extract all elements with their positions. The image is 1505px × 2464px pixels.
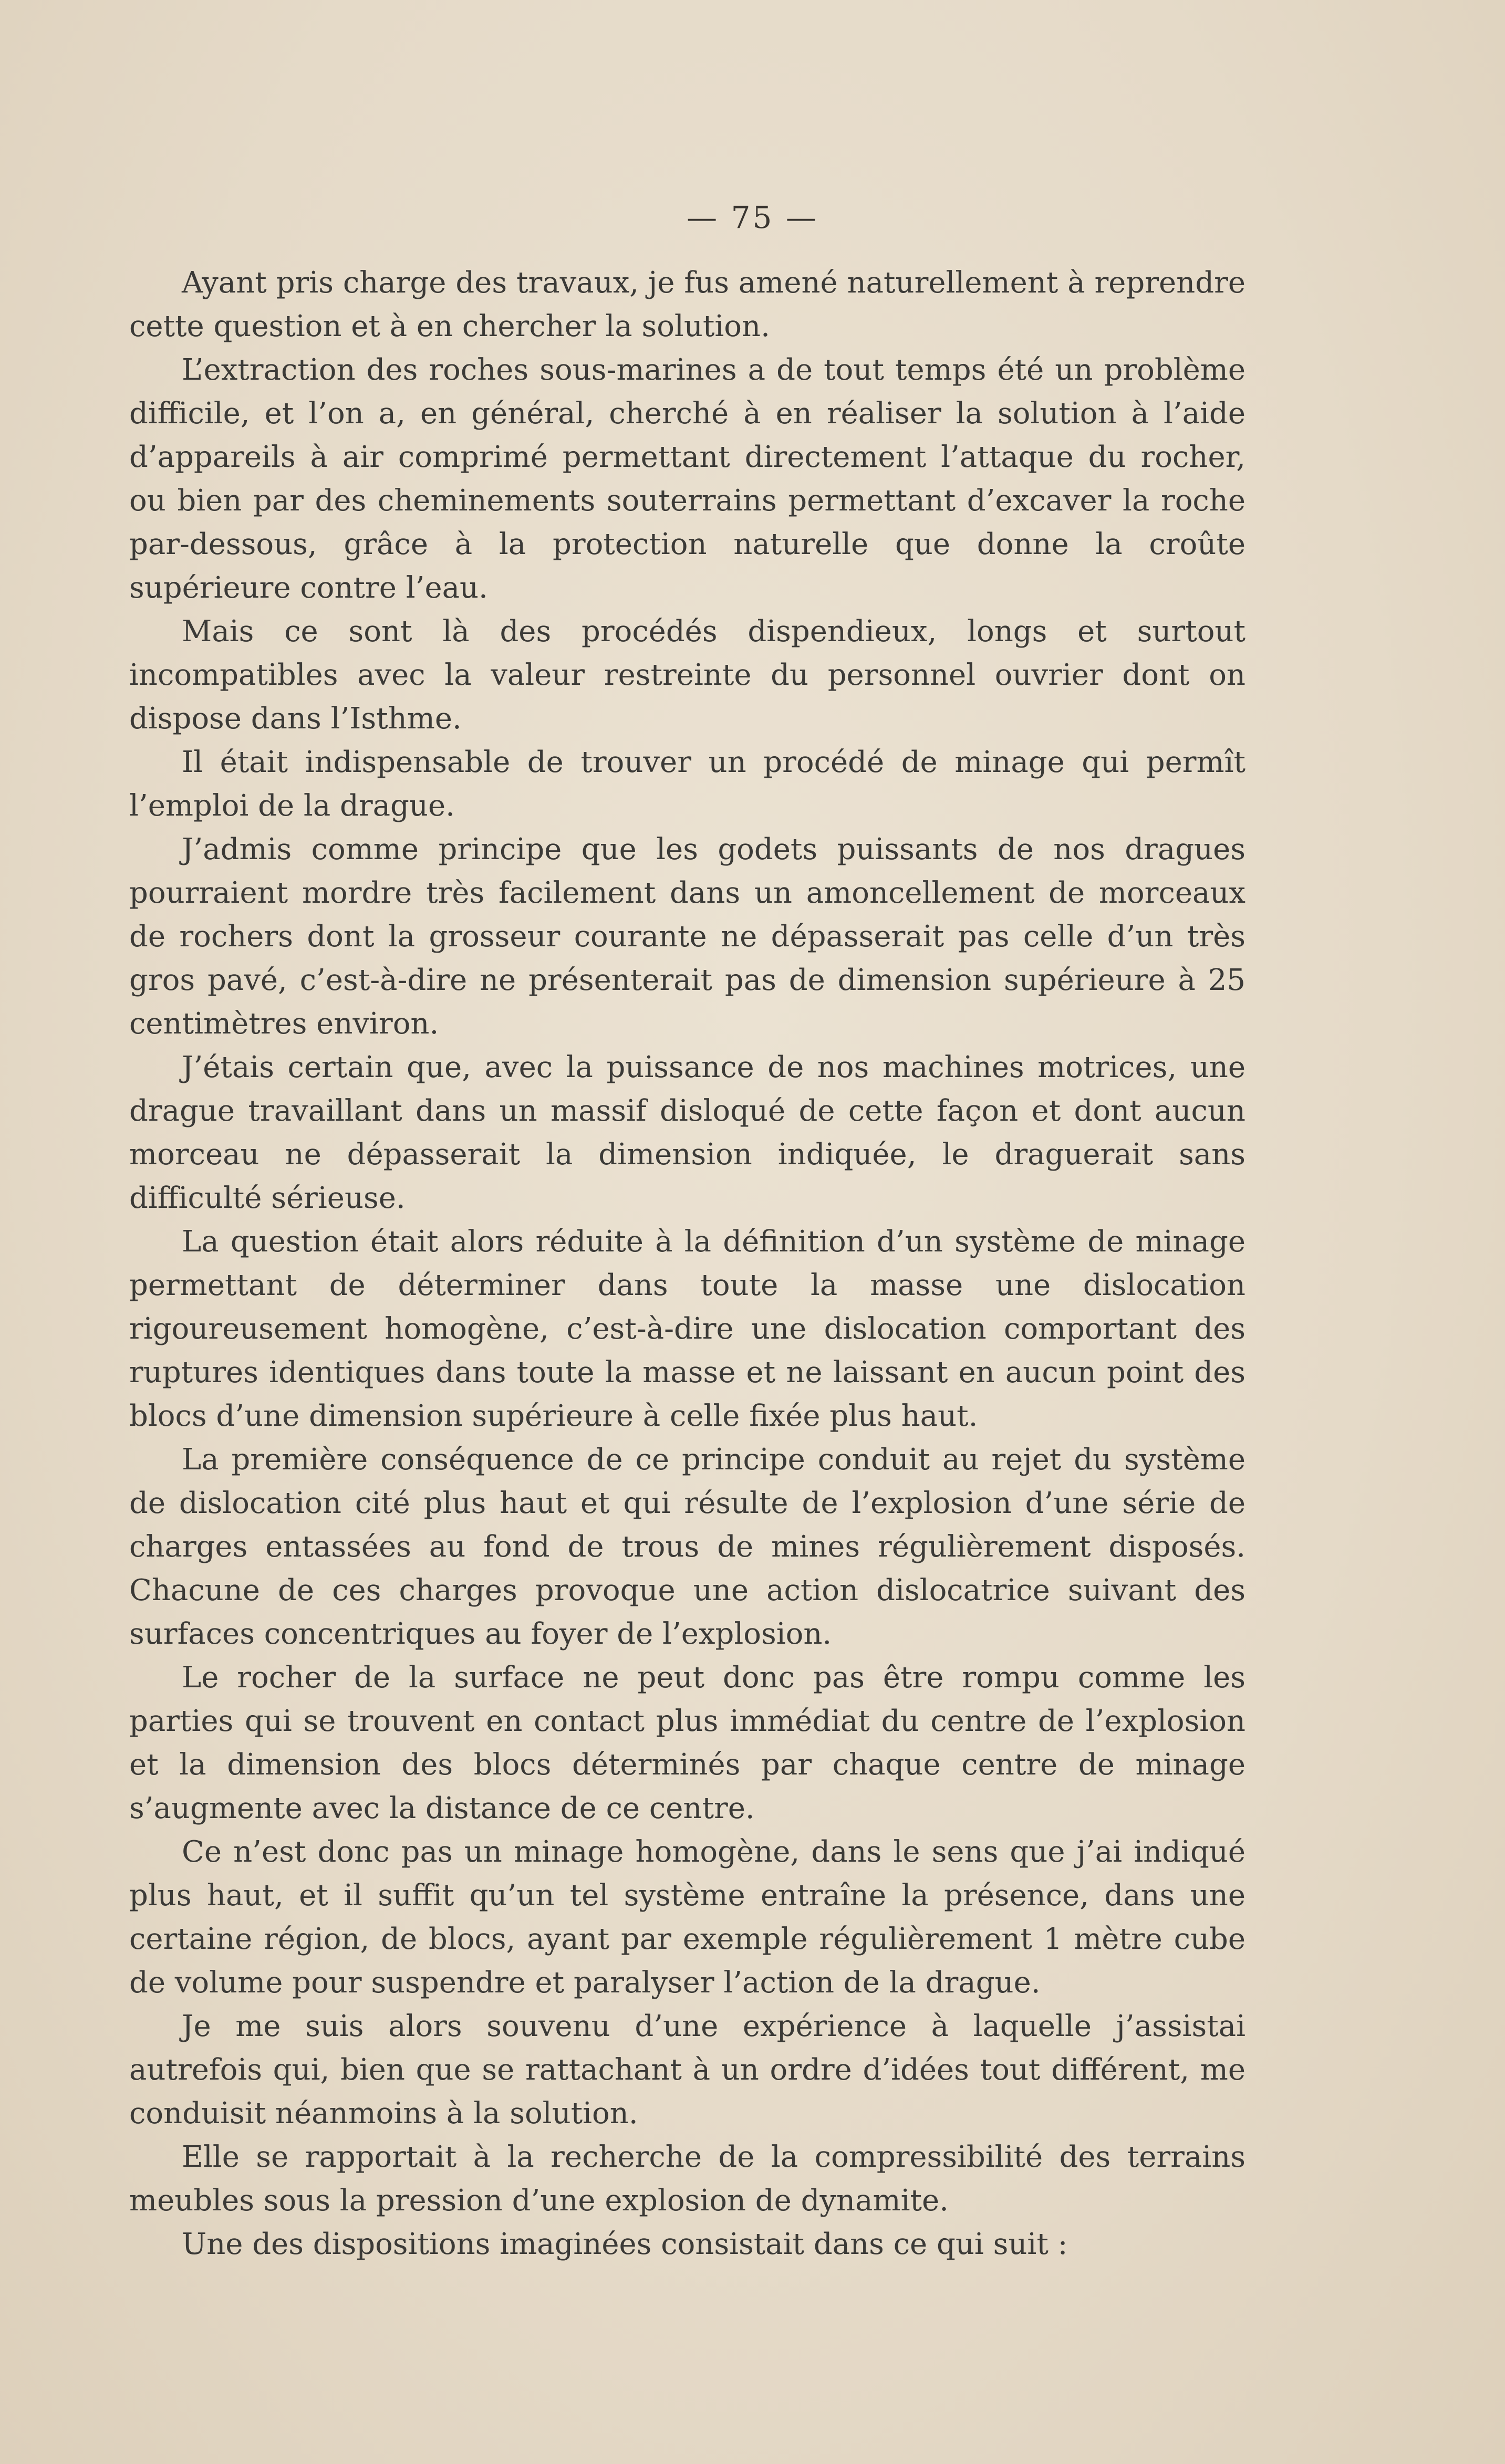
paragraph-7: La question était alors réduite à la définition d’un système de minage permettant de déterminer dans toute la masse une dislocation rigoureusement homogène, c’est-à-dire une dislocation comportant des ruptures identiques dans toute la masse et ne laissant en aucun point des blocs d’une dimension supérieure à celle fixée plus haut. <box>129 1225 1245 1433</box>
paragraph-2: L’extraction des roches sous-marines a de tout temps été un problème difficile, et l’on a, en général, cherché à en réaliser la solution à l’aide d’appareils à air comprimé permettant directement l’attaque du rocher, ou bien par des cheminements souterrains permettant d’excaver la roche par-dessous, grâce à la protection naturelle que donne la croûte supérieure contre l’eau. <box>129 353 1245 605</box>
paragraph-4: Il était indispensable de trouver un procédé de minage qui permît l’emploi de la drague. <box>129 745 1245 823</box>
paragraph-1: Ayant pris charge des travaux, je fus amené naturellement à reprendre cette question et à en chercher la solution. <box>129 266 1245 343</box>
paragraph-5: J’admis comme principe que les godets puissants de nos dragues pourraient mordre très facilement dans un amoncellement de morceaux de rochers dont la grosseur courante ne dépasserait pas celle d’un très gros pavé, c’est-à-dire ne présenterait pas de dimension supérieure à 25 centimètres environ. <box>129 832 1245 1041</box>
paragraph-12: Elle se rapportait à la recherche de la compressibilité des terrains meubles sous la pression d’une explosion de dynamite. <box>129 2140 1245 2218</box>
paragraph-6: J’étais certain que, avec la puissance de nos machines motrices, une drague travaillant dans un massif disloqué de cette façon et dont aucun morceau ne dépasserait la dimension indiquée, le draguerait sans difficulté sérieuse. <box>129 1050 1245 1215</box>
paragraph-10: Ce n’est donc pas un minage homogène, dans le sens que j’ai indiqué plus haut, et il suffit qu’un tel système entraîne la présence, dans une certaine région, de blocs, ayant par exemple régulièrement 1 mètre cube de volume pour suspendre et paralyser l’action de la drague. <box>129 1835 1245 2000</box>
paragraph-11: Je me suis alors souvenu d’une expérience à laquelle j’assistai autrefois qui, bien que se rattachant à un ordre d’idées tout différent, me conduisit néanmoins à la solution. <box>129 2009 1245 2131</box>
page-number: — 75 — <box>687 200 818 235</box>
paragraph-9: Le rocher de la surface ne peut donc pas être rompu comme les parties qui se trouvent en contact plus immédiat du centre de l’explosion et la dimension des blocs déterminés par chaque centre de minage s’augmente avec la distance de ce centre. <box>129 1661 1245 1825</box>
paragraph-8: La première conséquence de ce principe conduit au rejet du système de dislocation cité plus haut et qui résulte de l’explosion d’une série de charges entassées au fond de trous de mines régulièrement disposés. Chacune de ces charges provoque une action dislocatrice suivant des surfaces concentriques au foyer de l’explosion. <box>129 1443 1245 1651</box>
paragraph-3: Mais ce sont là des procédés dispendieux, longs et surtout incompatibles avec la valeur restreinte du personnel ouvrier dont on dispose dans l’Isthme. <box>129 614 1245 736</box>
paragraph-13: Une des dispositions imaginées consistait dans ce qui suit : <box>182 2227 1068 2261</box>
body-text <box>129 261 1245 2266</box>
